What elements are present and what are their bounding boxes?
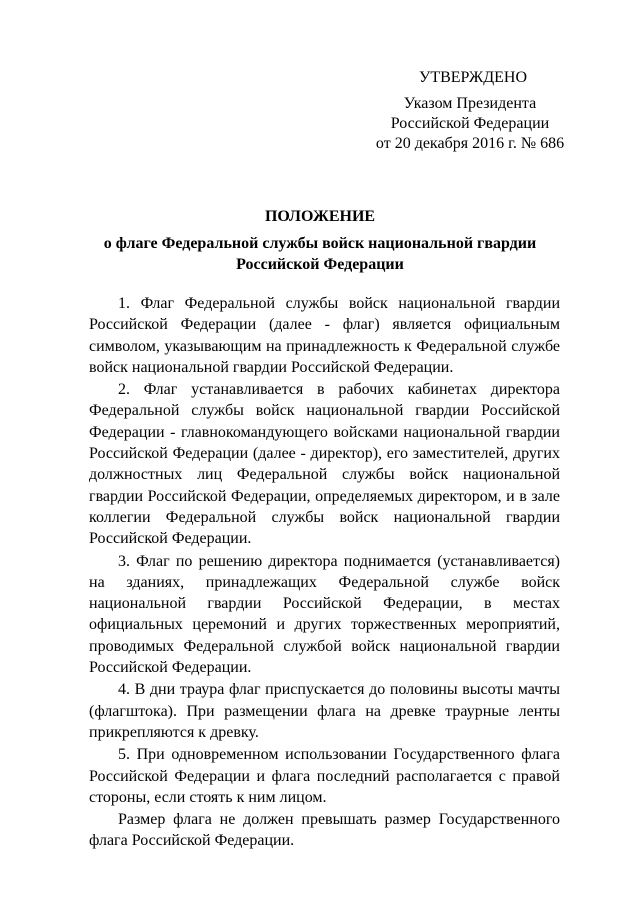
document-subtitle-line-2: Российской Федерации: [236, 256, 404, 273]
paragraph-1: 1. Флаг Федеральной службы войск национальной гвардии Российской Федерации (далее - флаг) является официальным символом, указывающим на принадлежность к Федеральной службе войск национальной гвардии Российской Федерации.: [89, 295, 560, 376]
approval-block: [360, 68, 580, 154]
paragraph-3: 3. Флаг по решению директора поднимается (устанавливается) на зданиях, принадлежащих Федеральной службе войск национальной гвардии Российской Федерации, в местах официальных церемоний и других торжественных мероприятий, проводимых Федеральной службой войск национальной гвардии Российской Федерации.: [89, 552, 560, 677]
approval-line-country: Российской Федерации: [390, 115, 550, 132]
paragraph-2: 2. Флаг устанавливается в рабочих кабинетах директора Федеральной службы войск национальной гвардии Российской Федерации - главнокомандующего войсками национальной гвардии Российской Федерации (далее - директор), его заместителей, других должностных лиц Федеральной службы войск национальной гвардии Российской Федерации, определяемых директором, и в зале коллегии Федеральной службы войск национальной гвардии Российской Федерации.: [89, 381, 560, 548]
approval-line-issuer: Указом Президента: [403, 95, 537, 112]
paragraph-4: 4. В дни траура флаг приспускается до половины высоты мачты (флагштока). При размещении флага на древке траурные ленты прикрепляются к древку.: [89, 681, 560, 741]
document-type: ПОЛОЖЕНИЕ: [264, 208, 376, 225]
paragraph-5: 5. При одновременном использовании Государственного флага Российской Федерации и флага последний располагается с правой стороны, если стоять к ним лицом.: [89, 746, 560, 806]
approval-line-date: от 20 декабря 2016 г. № 686: [375, 135, 565, 152]
document-title-block: [70, 206, 570, 275]
paragraph-6: Размер флага не должен превышать размер Государственного флага Российской Федерации.: [89, 811, 560, 850]
document-subtitle-line-1: о флаге Федеральной службы войск национальной гвардии: [103, 235, 537, 252]
approval-stamp: УТВЕРЖДЕНО: [418, 69, 527, 86]
document-body: [89, 293, 560, 853]
